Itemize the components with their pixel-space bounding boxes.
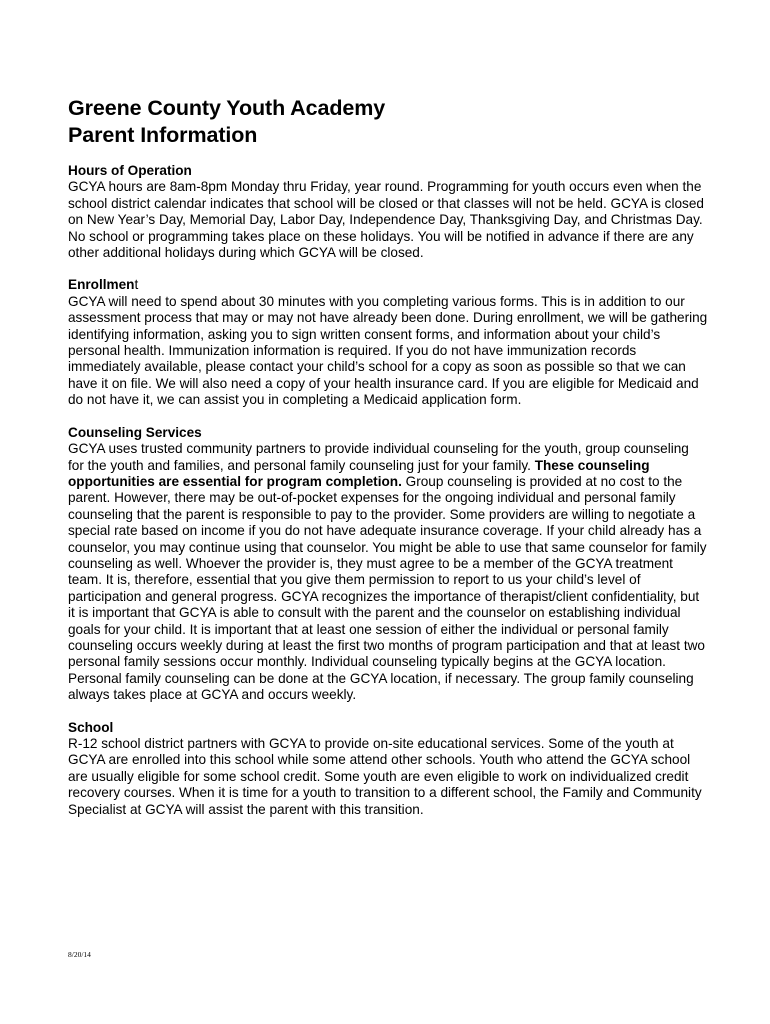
section-enrollment: [68, 277, 708, 408]
counseling-text-emphasis: These counseling opportunities are essential for program completion.: [68, 457, 650, 489]
enrollment-heading-tail: t: [134, 277, 139, 293]
footer-date: 8/20/14: [68, 950, 91, 959]
counseling-text-after: Group counseling is provided at no cost to the parent. However, there may be out-of-pocket expenses for the ongoing individual and personal family counseling that the parent is responsible to pay to the provider. Some providers are willing to negotiate a special rate based on income if you do not have adequate insurance coverage. If your child already has a counselor, you may continue using that counselor. You might be able to use that same counselor for family counseling as well. Whoever the provider is, they must agree to be a member of the GCYA treatment team. It is, therefore, essential that you give them permission to report to us your child’s level of participation and general progress. GCYA recognizes the importance of therapist/client confidentiality, but it is important that GCYA is able to consult with the parent and the counselor on establishing individual goals for your child. It is important that at least one session of either the individual or personal family counseling occurs weekly during at least the first two months of program participation and that at least two personal family sessions occur monthly. Individual counseling typically begins at the GCYA location. Personal family counseling can be done at the GCYA location, if necessary. The group family counseling always takes place at GCYA and occurs weekly.: [68, 473, 707, 703]
section-hours: [68, 163, 708, 261]
section-counseling: [68, 425, 708, 704]
page-title: [68, 95, 708, 149]
counseling-text-before: GCYA uses trusted community partners to provide individual counseling for the youth, group counseling for the youth and families, and personal family counseling just for your family.: [68, 441, 689, 473]
enrollment-heading-bold: Enrollmen: [68, 277, 135, 293]
hours-heading: Hours of Operation: [68, 163, 192, 178]
title-line-1: Greene County Youth Academy: [68, 96, 386, 120]
counseling-text: [68, 441, 708, 704]
school-text: R-12 school district partners with GCYA to provide on-site educational services. Some of the youth at GCYA are enrolled into this school while some attend other schools. Youth who attend the GCYA school are usually eligible for some school credit. Some youth are even eligible to work on individualized credit recovery courses. When it is time for a youth to transition to a different school, the Family and Community Specialist at GCYA will assist the parent with this transition.: [68, 736, 702, 817]
school-heading: School: [68, 719, 114, 735]
document-page: [68, 95, 708, 834]
title-line-2: Parent Information: [68, 123, 258, 147]
enrollment-heading: [68, 277, 708, 293]
hours-text: GCYA hours are 8am-8pm Monday thru Friday, year round. Programming for youth occurs even when the school district calendar indicates that school will be closed or that classes will not be held. GCYA is closed on New Year’s Day, Memorial Day, Labor Day, Independence Day, Thanksgiving Day, and Christmas Day. No school or programming takes place on these holidays. You will be notified in advance if there are any other additional holidays during which GCYA will be closed.: [68, 179, 704, 261]
section-school: [68, 720, 708, 818]
counseling-heading: Counseling Services: [68, 424, 202, 440]
enrollment-text: GCYA will need to spend about 30 minutes with you completing various forms. This is in addition to our assessment process that may or may not have already been done. During enrollment, we will be gathering identifying information, asking you to sign written consent forms, and information about your child’s personal health. Immunization information is required. If you do not have immunization records immediately available, please contact your child’s school for a copy as soon as possible so that we can have it on file. We will also need a copy of your health insurance card. If you are eligible for Medicaid and do not have it, we can assist you in completing a Medicaid application form.: [68, 293, 708, 408]
